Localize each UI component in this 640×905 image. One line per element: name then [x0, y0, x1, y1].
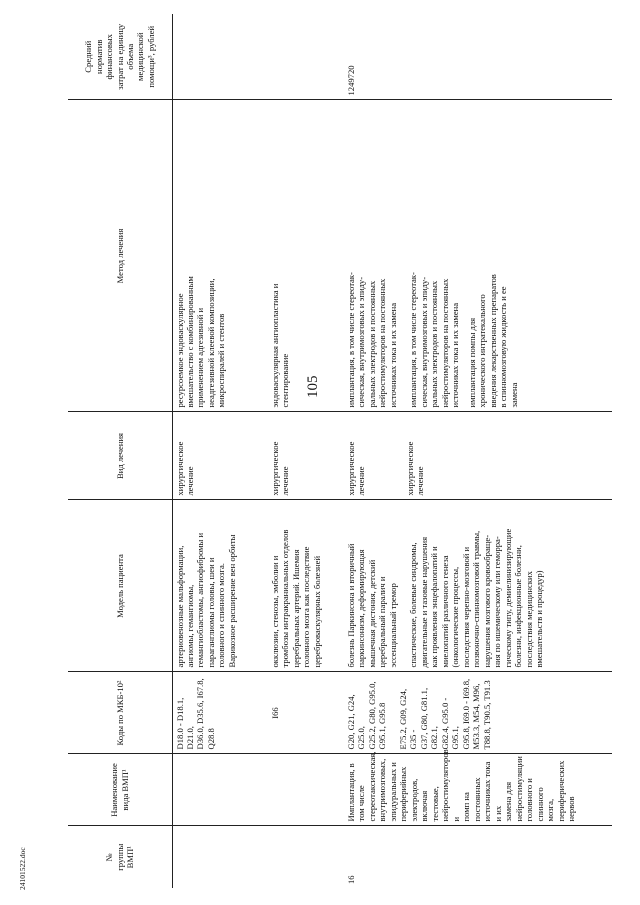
- icd-codes-spastic: E75.2, G09, G24, G35 - G37, G80, G81.1, G82.1, G82.4, G95.0 - G95.1, G95.8, I69.0 - I69.8, M53.3, M54, M96, T88.8, T90.5, T91.3: [397, 678, 492, 750]
- cell-patient-model: окклюзии, стенозы, эмболии и тромбозы интракраниальных отделов церебральных артерий. Ишемия головного мозга как последствие цереброваскулярных болезней: [268, 500, 344, 672]
- patient-model-parkinson: болезнь Паркинсона и вторичный паркинсонизм, деформирующая мышечная дистония, детский церебральный паралич и эссенциальный тремор: [346, 543, 398, 668]
- vmp-table: [68, 14, 612, 888]
- treatment-method-pump: имплантация помпы для хронического интратекального введения лекарственных препаратов в спинномозговую жидкость и ее замена: [466, 274, 519, 408]
- cell-treatment-method: ресурсоемкое эндоваскулярное вмешательство с комбинированным применением адгезивной и неадгезивной клеевой композиции, микроспиралей и стентов: [172, 100, 268, 412]
- header-group: № группы ВМП¹: [68, 826, 172, 888]
- cell-cost: [172, 14, 268, 100]
- icd-codes-parkinson: G20, G21, G24, G25.0, G25.2, G80, G95.0, G95.1, G95.8: [346, 681, 388, 750]
- cell-icd-codes: I66: [268, 672, 344, 754]
- cell-cost: [268, 14, 344, 100]
- treatment-method-electrodes-b: имплантация, в том числе стереотак- сическая, внутримозговых и эпиду- ральных электродов и постоянных нейростимуляторов на постоянных источниках тока и их замена: [408, 272, 461, 408]
- spacer: [398, 105, 408, 408]
- header-treatment-type: Вид лечения: [68, 412, 172, 500]
- cell-group: [268, 826, 344, 888]
- treatment-method-electrodes-a: имплантация, в том числе стереотак- сическая, внутримозговых и эпиду- ральных электродов и постоянных нейростимуляторов на постоянных источниках тока и их замена: [346, 272, 398, 408]
- cell-treatment-type: хирургическое лечение: [172, 412, 268, 500]
- cell-cost: 1249720: [344, 14, 612, 100]
- page-number: 105: [305, 375, 321, 398]
- treatment-type-spastic: хирургическое лечение: [404, 441, 426, 496]
- rotated-table-wrapper: [68, 14, 620, 888]
- cell-vmp-name: Имплантация, в том числе стереотаксическая, внутримозговых, эпидуральных и периферийных электродов, включая тестовые, нейростимуляторов и помп на постоянных источниках тока и их замена для нейростимуляции головного и спинного мозга, периферических нервов: [344, 754, 612, 826]
- cell-vmp-name: [268, 754, 344, 826]
- patient-model-spastic: спастические, болевые синдромы, двигательные и тазовые нарушения как проявления энцефалопатий и миелопатий различного генеза (онкологические процессы, последствия черепно-мозговой и позвоночно-спинномозговой травмы, нарушения мозгового кровообраще- ния по ишемическому или геморра- гическому типу, демиелинизирующие болезни, инфекционные болезни, последствия медицинских вмешательств и процедур): [408, 528, 545, 668]
- cell-group: 16: [346, 875, 356, 884]
- header-patient-model: Модель пациента: [68, 500, 172, 672]
- cell-patient-model: артериовенозные мальформации, ангиомы, гемангиомы, гемангиобластомы, ангиофибромы и параганглиомы головы, шеи и головного и спинного мозга. Варикозное расширение вен орбиты: [172, 500, 268, 672]
- cell-treatment-method: эндоваскулярная ангиопластика и стентирование: [268, 100, 344, 412]
- header-vmp-name: Наименование вида ВМП¹: [68, 754, 172, 826]
- footer-filename: 24101522.doc: [18, 847, 27, 890]
- cell-group: [172, 826, 268, 888]
- cell-icd-codes: D18.0 - D18.1, D21.0, D36.0, D35.6, I67.8, Q28.8: [172, 672, 268, 754]
- table-row: [172, 14, 268, 888]
- cell-treatment-method: [344, 100, 612, 412]
- header-treatment-method: Метод лечения: [68, 100, 172, 412]
- spacer: [367, 417, 405, 496]
- cell-vmp-name: [172, 754, 268, 826]
- header-icd-codes: Коды по МКБ-10²: [68, 672, 172, 754]
- header-cost: Средний норматив финансовых затрат на единицу объема медицинской помощи³, рублей: [68, 14, 172, 100]
- spacer: [388, 677, 398, 750]
- table-row: [268, 14, 344, 888]
- cell-patient-model: [344, 500, 612, 672]
- cell-treatment-type: хирургическое лечение: [268, 412, 344, 500]
- table-row: [344, 14, 612, 888]
- cell-treatment-type: [344, 412, 612, 500]
- spacer: [398, 505, 408, 668]
- cell-icd-codes: [344, 672, 612, 754]
- treatment-type-parkinson: хирургическое лечение: [346, 441, 367, 496]
